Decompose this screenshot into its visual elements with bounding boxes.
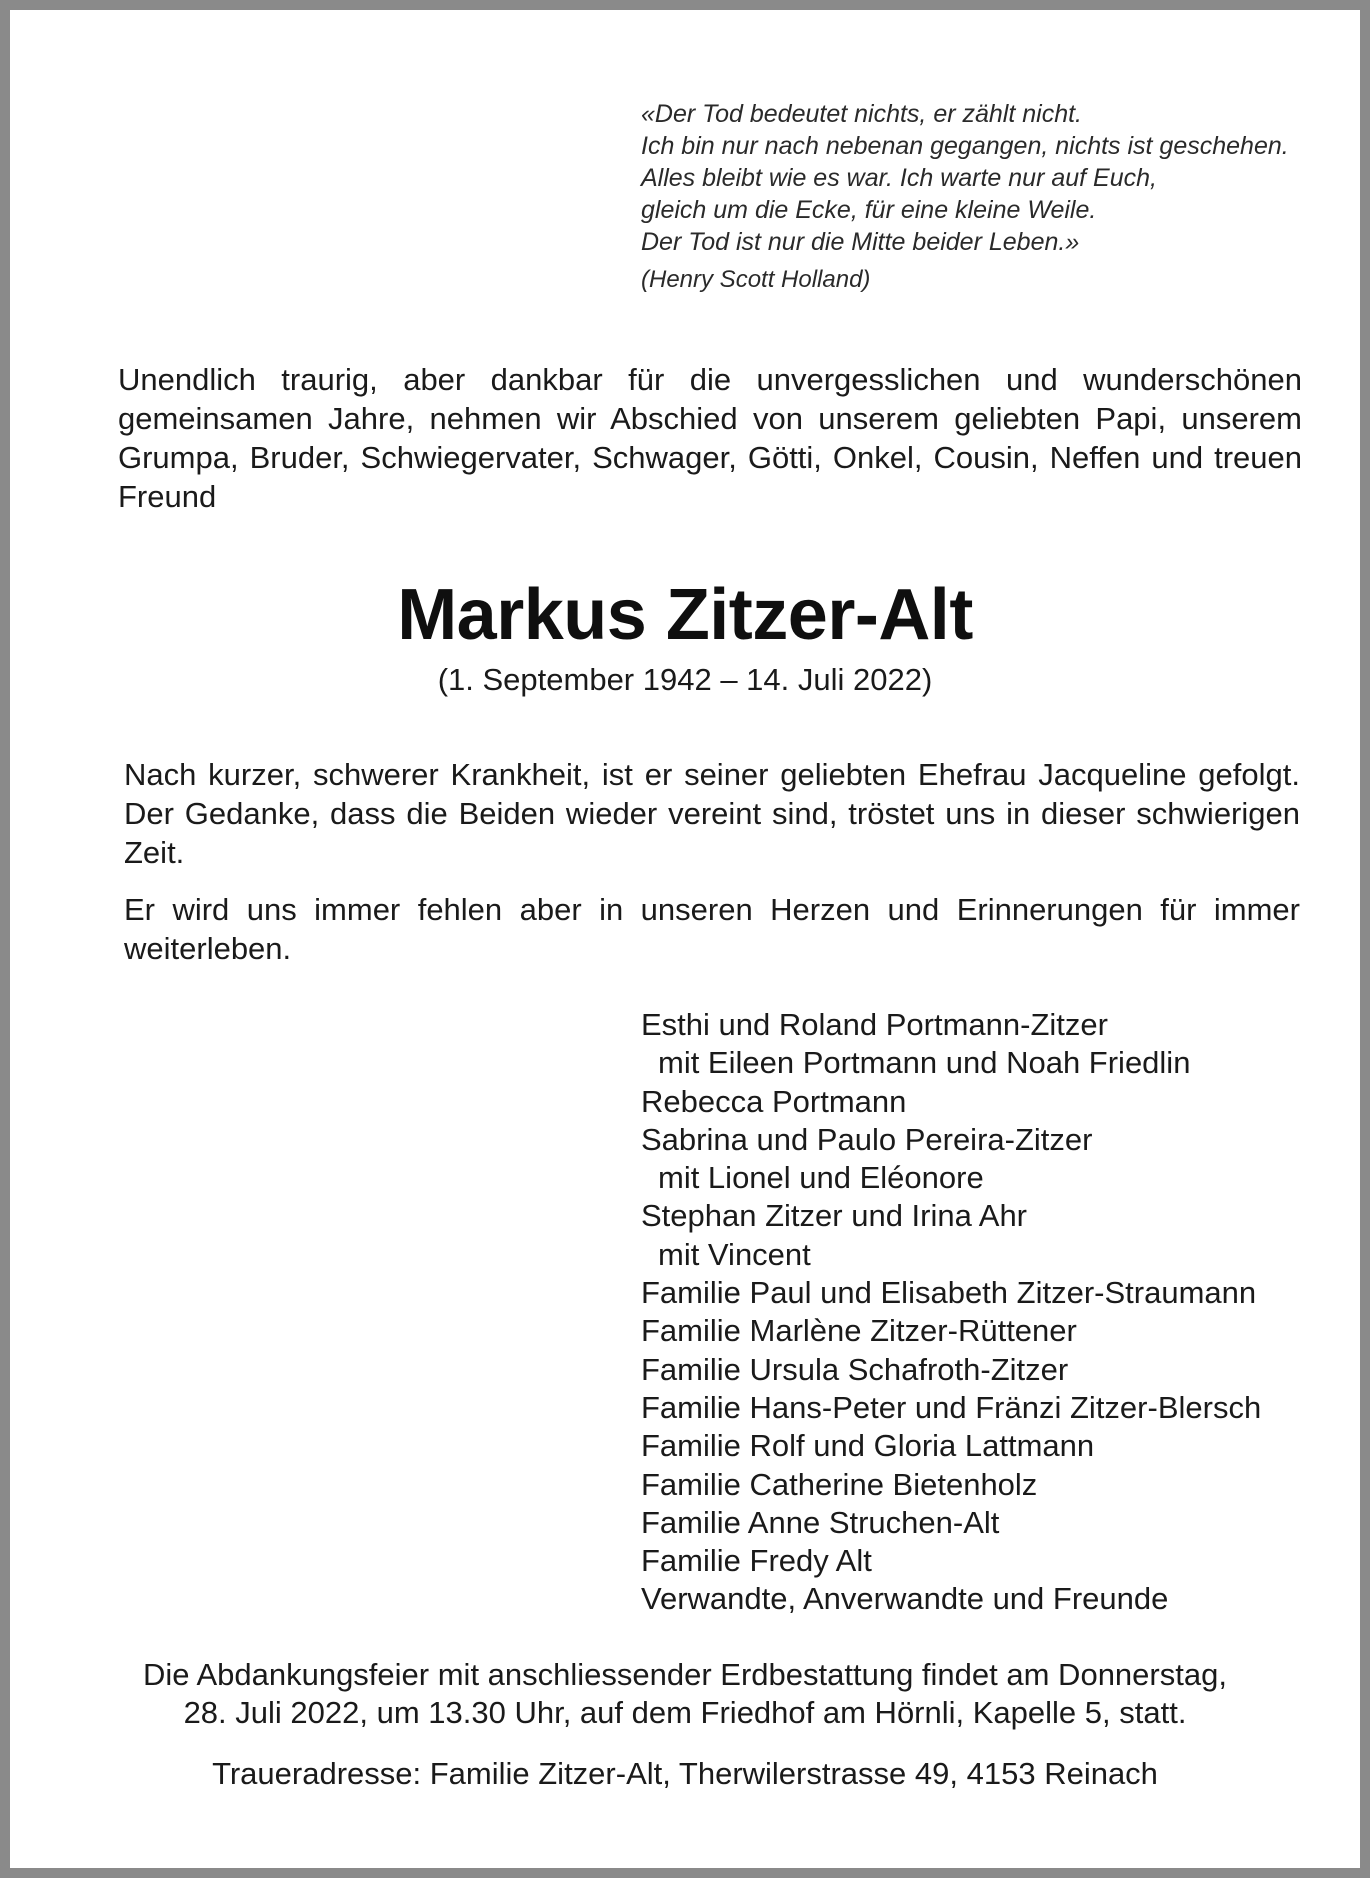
deceased-name: Markus Zitzer-Alt <box>397 575 973 655</box>
mourner-entry: mit Lionel und Eléonore <box>658 1160 984 1196</box>
quote-line: Alles bleibt wie es war. Ich warte nur auf Euch, <box>641 164 1157 192</box>
intro-paragraph: Unendlich traurig, aber dankbar für die unvergesslichen und wunderschönen gemeinsamen Jahre, nehmen wir Abschied von unserem geliebten Papi, unserem Grumpa, Bruder, Schwiegervater, Schwager, Götti, Onkel, Cousin, Neffen und treuen Freund <box>118 362 1302 514</box>
quote-line: gleich um die Ecke, für eine kleine Weile. <box>641 196 1097 224</box>
life-dates: (1. September 1942 – 14. Juli 2022) <box>437 662 933 697</box>
mourner-entry: mit Vincent <box>658 1236 811 1272</box>
mourner-entry: Familie Ursula Schafroth-Zitzer <box>641 1351 1069 1387</box>
service-line: 28. Juli 2022, um 13.30 Uhr, auf dem Friedhof am Hörnli, Kapelle 5, statt. <box>183 1695 1187 1730</box>
mourner-entry: Familie Rolf und Gloria Lattmann <box>641 1428 1095 1464</box>
mourners-list <box>641 1006 1321 1619</box>
quote-line: «Der Tod bedeutet nichts, er zählt nicht. <box>641 100 1083 128</box>
quote-line: Ich bin nur nach nebenan gegangen, nichts ist geschehen. <box>641 132 1289 160</box>
mourner-entry: Familie Catherine Bietenholz <box>641 1466 1038 1502</box>
memorial-quote <box>641 98 1301 296</box>
service-announcement <box>10 1656 1360 1732</box>
service-line: Die Abdankungsfeier mit anschliessender Erdbestattung findet am Donnerstag, <box>143 1657 1227 1692</box>
mourner-entry: Familie Hans-Peter und Fränzi Zitzer-Blersch <box>641 1389 1262 1425</box>
mourner-entry: Sabrina und Paulo Pereira-Zitzer <box>641 1121 1093 1157</box>
mourner-entry: Stephan Zitzer und Irina Ahr <box>641 1198 1028 1234</box>
mourner-entry: Rebecca Portmann <box>641 1083 907 1119</box>
mourner-entry: Familie Fredy Alt <box>641 1543 872 1579</box>
quote-author: (Henry Scott Holland) <box>641 266 871 293</box>
mourner-entry: mit Eileen Portmann und Noah Friedlin <box>658 1045 1191 1081</box>
obituary-page <box>10 10 1360 1868</box>
body-paragraph: Er wird uns immer fehlen aber in unseren Herzen und Erinnerungen für immer weiterleben. <box>124 892 1300 966</box>
mourner-entry: Verwandte, Anverwandte und Freunde <box>641 1581 1169 1617</box>
mourner-entry: Familie Anne Struchen-Alt <box>641 1504 1000 1540</box>
mourning-address: Traueradresse: Familie Zitzer-Alt, Therwilerstrasse 49, 4153 Reinach <box>212 1756 1158 1791</box>
quote-line: Der Tod ist nur die Mitte beider Leben.» <box>641 228 1080 256</box>
mourner-entry: Familie Paul und Elisabeth Zitzer-Straumann <box>641 1275 1257 1311</box>
mourner-entry: Familie Marlène Zitzer-Rüttener <box>641 1313 1077 1349</box>
body-paragraph: Nach kurzer, schwerer Krankheit, ist er seiner geliebten Ehefrau Jacqueline gefolgt. Der Gedanke, dass die Beiden wieder vereint sind, tröstet uns in dieser schwierigen Zeit. <box>124 757 1300 870</box>
mourner-entry: Esthi und Roland Portmann-Zitzer <box>641 1007 1108 1042</box>
